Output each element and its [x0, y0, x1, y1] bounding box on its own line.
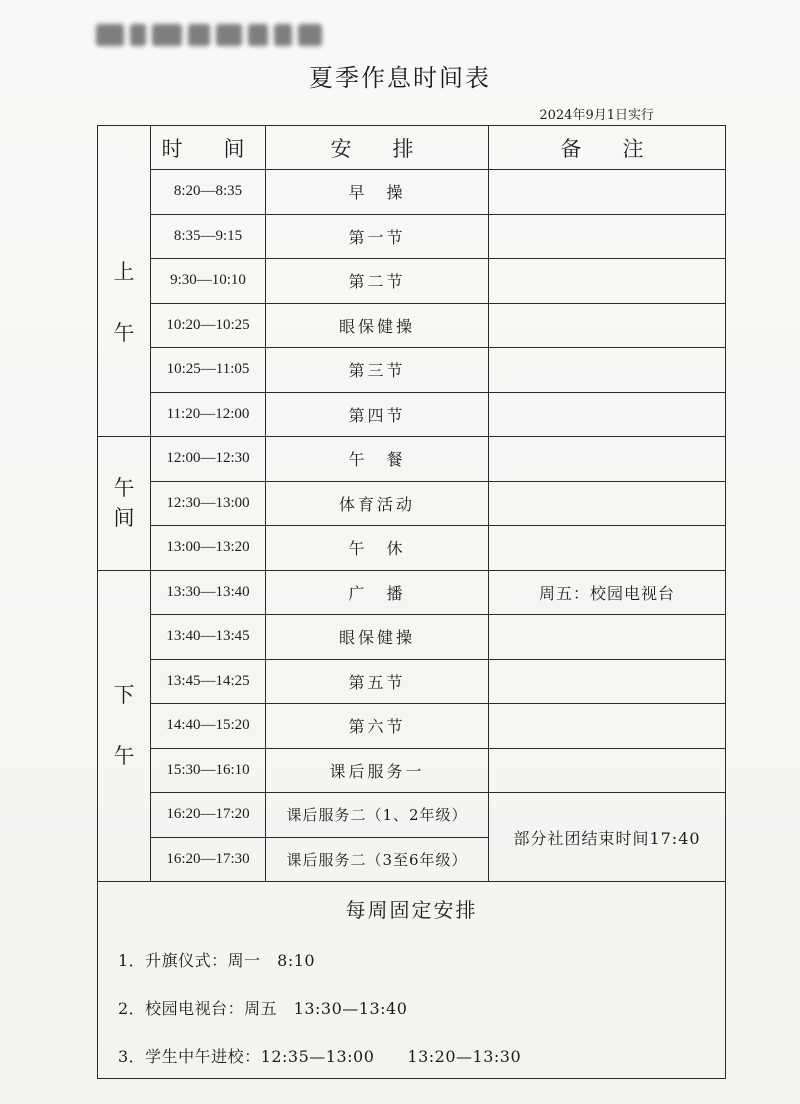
note-cell [489, 526, 726, 571]
note-cell [489, 659, 726, 704]
time-cell: 10:20—10:25 [151, 303, 266, 348]
time-cell: 12:00—12:30 [151, 437, 266, 482]
period-afternoon [98, 570, 151, 882]
note-cell [489, 704, 726, 749]
time-cell: 14:40—15:20 [151, 704, 266, 749]
activity-cell: 早 操 [266, 170, 489, 215]
table-row [98, 748, 726, 793]
table-row [98, 570, 726, 615]
note-cell: 周五：校园电视台 [489, 570, 726, 615]
note-cell [489, 437, 726, 482]
time-cell: 15:30—16:10 [151, 748, 266, 793]
period-header-cell [98, 126, 151, 170]
table-header-row [98, 126, 726, 170]
note-cell [489, 748, 726, 793]
note-cell-merged: 部分社团结束时间17:40 [489, 793, 726, 882]
activity-cell: 第四节 [266, 392, 489, 437]
note-cell [489, 214, 726, 259]
period-noon-label: 午 间 [113, 475, 135, 531]
activity-cell: 课后服务二（1、2年级） [266, 793, 489, 838]
schedule-table [97, 125, 726, 1079]
blurred-header [96, 18, 326, 52]
header-activity: 安 排 [266, 126, 489, 170]
activity-cell: 眼保健操 [266, 303, 489, 348]
table-row [98, 437, 726, 482]
table-row [98, 526, 726, 571]
table-row [98, 392, 726, 437]
table-row [98, 170, 726, 215]
table-row [98, 481, 726, 526]
time-cell: 13:40—13:45 [151, 615, 266, 660]
time-cell: 16:20—17:20 [151, 793, 266, 838]
weekly-item: 2．校园电视台：周五 13:30—13:40 [118, 999, 408, 1018]
activity-cell: 午 休 [266, 526, 489, 571]
effective-date: 2024年9月1日实行 [539, 108, 654, 123]
activity-cell: 第五节 [266, 659, 489, 704]
table-row [98, 214, 726, 259]
period-afternoon-label: 下 午 [113, 683, 135, 768]
note-cell [489, 392, 726, 437]
time-cell: 8:20—8:35 [151, 170, 266, 215]
activity-cell: 课后服务一 [266, 748, 489, 793]
table-row [98, 659, 726, 704]
table-row [98, 348, 726, 393]
document-title: 夏季作息时间表 [309, 64, 491, 92]
weekly-item: 1．升旗仪式：周一 8:10 [118, 951, 316, 970]
period-morning-label: 上 午 [113, 260, 135, 345]
activity-cell: 第一节 [266, 214, 489, 259]
weekly-row [98, 882, 726, 1079]
time-cell: 13:30—13:40 [151, 570, 266, 615]
note-cell [489, 615, 726, 660]
note-cell [489, 259, 726, 304]
note-cell [489, 481, 726, 526]
activity-cell: 课后服务二（3至6年级） [266, 837, 489, 882]
table-row [98, 704, 726, 749]
period-noon [98, 437, 151, 571]
table-row [98, 303, 726, 348]
note-cell [489, 303, 726, 348]
time-cell: 9:30—10:10 [151, 259, 266, 304]
weekly-title: 每周固定安排 [345, 898, 478, 922]
time-cell: 10:25—11:05 [151, 348, 266, 393]
activity-cell: 第三节 [266, 348, 489, 393]
note-cell [489, 348, 726, 393]
activity-cell: 广 播 [266, 570, 489, 615]
period-morning [98, 170, 151, 437]
activity-cell: 体育活动 [266, 481, 489, 526]
table-row [98, 615, 726, 660]
time-cell: 13:00—13:20 [151, 526, 266, 571]
header-time: 时 间 [151, 126, 266, 170]
activity-cell: 眼保健操 [266, 615, 489, 660]
weekly-section [98, 882, 726, 1079]
time-cell: 13:45—14:25 [151, 659, 266, 704]
header-note: 备 注 [489, 126, 726, 170]
activity-cell: 第二节 [266, 259, 489, 304]
table-row [98, 793, 726, 838]
time-cell: 11:20—12:00 [151, 392, 266, 437]
time-cell: 16:20—17:30 [151, 837, 266, 882]
note-cell [489, 170, 726, 215]
activity-cell: 第六节 [266, 704, 489, 749]
weekly-item: 3．学生中午进校：12:35—13:00 13:20—13:30 [118, 1047, 522, 1066]
time-cell: 8:35—9:15 [151, 214, 266, 259]
activity-cell: 午 餐 [266, 437, 489, 482]
time-cell: 12:30—13:00 [151, 481, 266, 526]
table-row [98, 259, 726, 304]
